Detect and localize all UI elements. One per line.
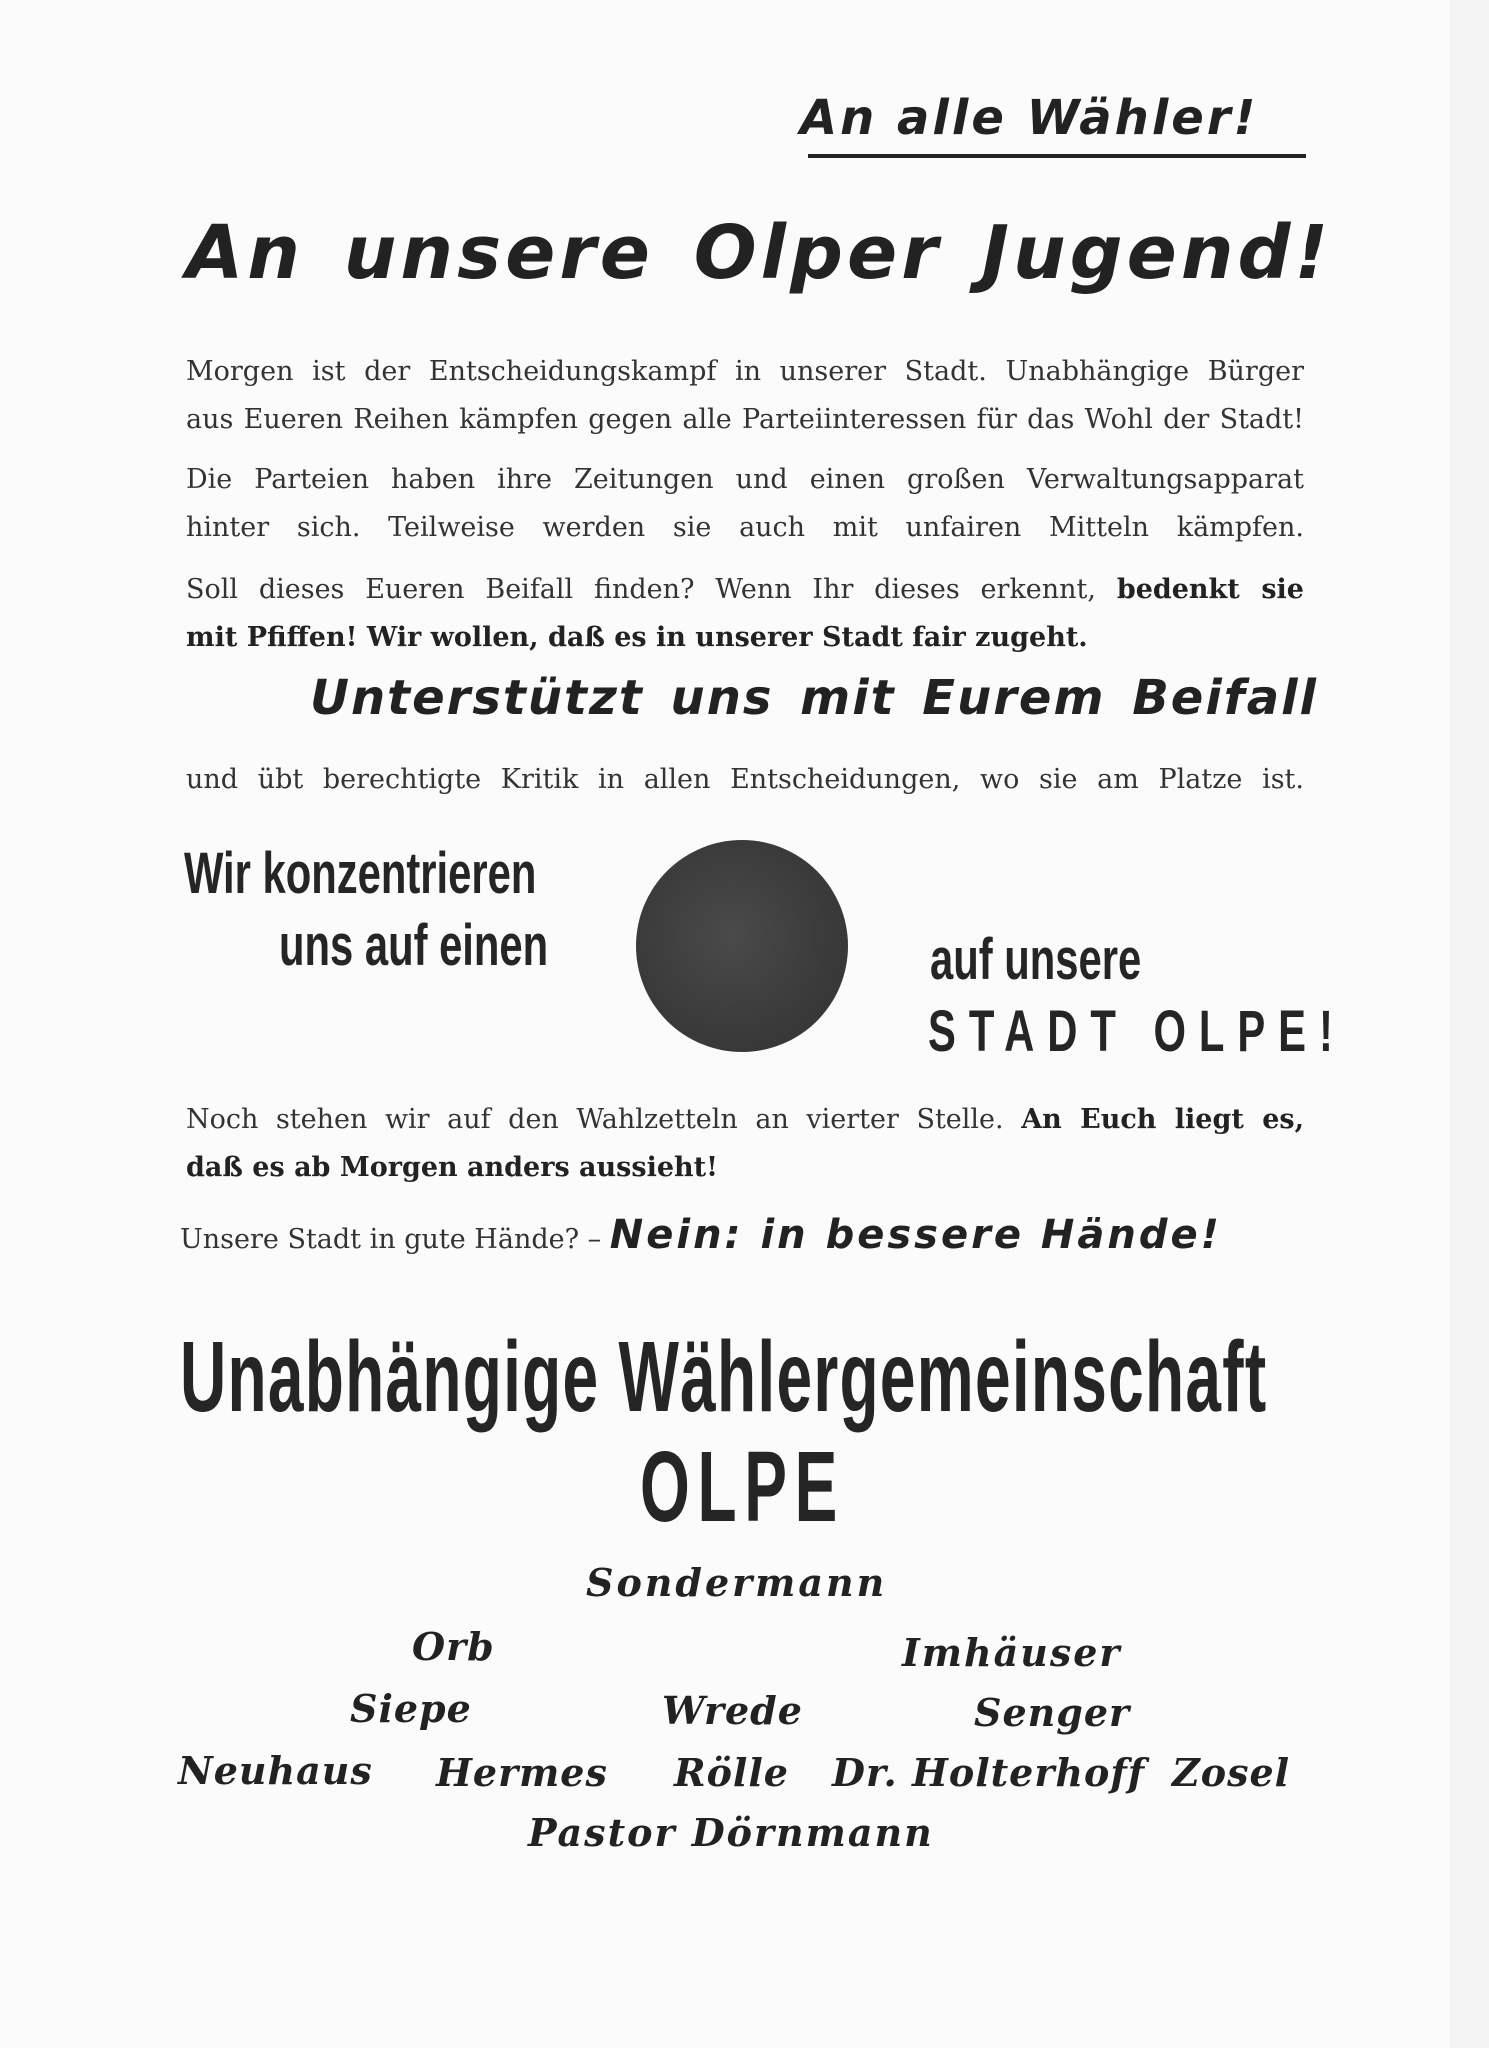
paragraph-2-line-2: hinter sich. Teilweise werden sie auch mit unfairen Mitteln kämpfen. [186, 512, 1304, 543]
candidate-roelle: Rölle [674, 1750, 789, 1795]
concentrate-right-line-2: STADT OLPE! [928, 999, 1346, 1064]
organization-name: Unabhängige Wählergemeinschaft [180, 1321, 1268, 1433]
critique-line: und übt berechtigte Kritik in allen Entscheidungen, wo sie am Platze ist. [186, 764, 1304, 795]
closing-answer: Nein: in bessere Hände! [609, 1212, 1222, 1258]
paragraph-1-line-2: aus Eueren Reihen kämpfen gegen alle Parteiinteressen für das Wohl der Stadt! [186, 404, 1304, 435]
ballot-bold-line: daß es ab Morgen anders aussieht! [186, 1152, 718, 1183]
ballot-bold: An Euch liegt es, [1021, 1104, 1304, 1135]
paragraph-3-line-2 [186, 614, 1126, 662]
candidate-imhaeuser: Imhäuser [902, 1630, 1122, 1675]
candidate-senger: Senger [974, 1690, 1131, 1735]
concentrate-left-line-1: Wir konzentrieren [184, 841, 537, 906]
top-heading: An alle Wähler! [800, 90, 1259, 146]
concentrate-left-line-2: uns auf einen [279, 913, 549, 978]
candidate-wrede: Wrede [662, 1688, 803, 1733]
candidate-siepe: Siepe [350, 1686, 472, 1731]
candidate-zosel: Zosel [1172, 1750, 1291, 1795]
candidate-sondermann: Sondermann [586, 1560, 888, 1605]
heading-underline [808, 154, 1306, 158]
ballot-line-1 [186, 1096, 1304, 1144]
paragraph-3-line-1 [186, 566, 1304, 614]
candidate-holterhoff: Dr. Holterhoff [832, 1750, 1146, 1795]
closing-line [180, 1212, 1222, 1258]
paragraph-2-line-1: Die Parteien haben ihre Zeitungen und einen großen Verwaltungsapparat [186, 464, 1304, 495]
ballot-text: Noch stehen wir auf den Wahlzetteln an vierter Stelle. [186, 1104, 1004, 1135]
candidate-pastor-doernmann: Pastor Dörnmann [528, 1810, 934, 1855]
dot-graphic [636, 840, 848, 1052]
candidate-hermes: Hermes [436, 1750, 608, 1795]
organization-city: OLPE [640, 1431, 845, 1543]
paragraph-3-text: Soll dieses Eueren Beifall finden? Wenn Ihr dieses erkennt, [186, 574, 1096, 605]
concentrate-right-line-1: auf unsere [930, 927, 1142, 992]
main-title: An unsere Olper Jugend! [186, 210, 1333, 296]
candidate-neuhaus: Neuhaus [178, 1748, 373, 1793]
candidate-orb: Orb [412, 1624, 495, 1669]
paragraph-3-bold-line: mit Pfiffen! Wir wollen, daß es in unserer Stadt fair zugeht. [186, 622, 1088, 653]
ballot-line-2 [186, 1144, 946, 1192]
paragraph-3-bold: bedenkt sie [1116, 574, 1304, 605]
paragraph-1-line-1: Morgen ist der Entscheidungskampf in unserer Stadt. Unabhängige Bürger [186, 356, 1304, 387]
closing-question: Unsere Stadt in gute Hände? – [180, 1224, 602, 1255]
support-headline: Unterstützt uns mit Eurem Beifall [310, 670, 1318, 726]
